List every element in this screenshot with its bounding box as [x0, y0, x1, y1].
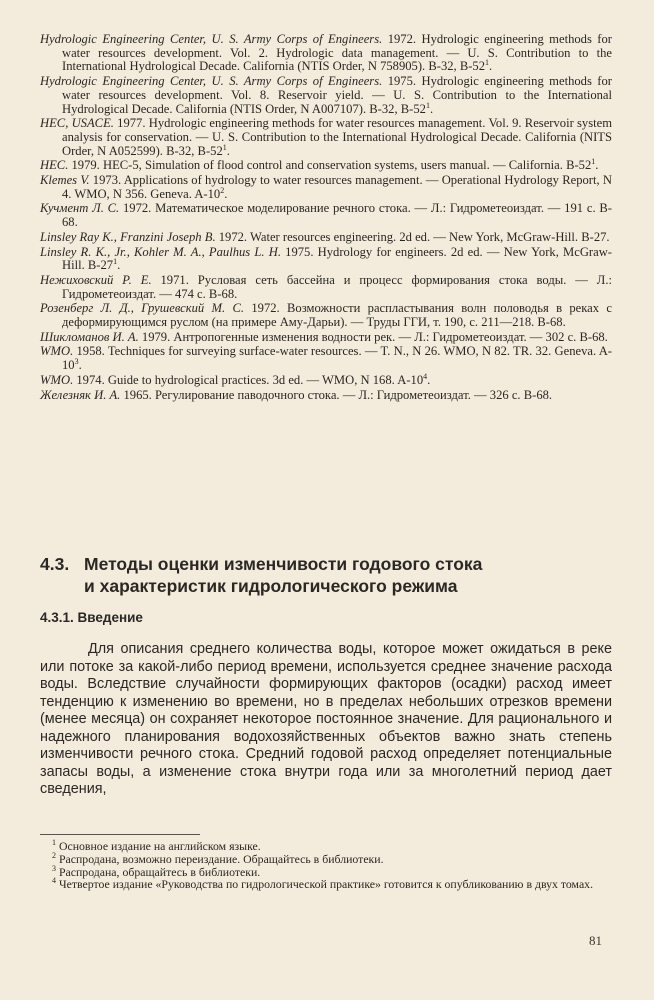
- reference-entry: [40, 33, 612, 74]
- footnote-text: Основное издание на английском языке.: [56, 839, 261, 853]
- reference-text: 1973. Applications of hydrology to water resources management. — Operational Hydrology Report, N 4. WMO, N 356. Geneva. A-10: [62, 173, 612, 201]
- reference-end: .: [117, 258, 121, 273]
- section-heading-line-1: [40, 553, 612, 575]
- reference-author: Linsley Ray K., Franzini Joseph B.: [40, 229, 216, 244]
- reference-entry: [40, 331, 612, 345]
- reference-text: 1958. Techniques for surveying surface-water resources. — T. N., N 26. WMO, N 82. TR. 32. Geneva. A-10: [62, 344, 612, 373]
- reference-entry: [40, 274, 612, 301]
- footnote-marker: 4: [423, 371, 428, 381]
- section-number: 4.3.: [40, 554, 70, 574]
- reference-author: Klemes V.: [40, 173, 90, 188]
- reference-end: .: [78, 358, 82, 373]
- reference-end: .: [226, 143, 230, 158]
- reference-end: .: [429, 101, 434, 116]
- reference-author: Нежиховский Р. Е.: [40, 272, 152, 287]
- footnote-mark: 2: [52, 850, 56, 860]
- reference-end: .: [224, 186, 228, 201]
- subsection-heading: 4.3.1. Введение: [40, 610, 143, 625]
- footnote-marker: 2: [220, 185, 225, 195]
- reference-author: Железняк И. А.: [40, 387, 121, 402]
- body-paragraph: Для описания среднего количества воды, которое может ожидаться в реке или потоке за какой-либо период времени, используется среднее значение расхода воды. Вследствие случайности формирующих факторов (осадки) расход имеет тенденцию к изменению во времени, но в пределах небольших отрезков времени (менее месяца) он сохраняет некоторое постоянное значение. Для рационального и надежного планирования водохозяйственных объектов важно знать степень изменчивости речного стока. Средний годовой расход определяет потенциальные запасы воды, а изменение стока внутри года или за многолетний период дает сведения,: [40, 641, 612, 797]
- reference-entry: [40, 159, 612, 173]
- reference-text: 1977. Hydrologic engineering methods for water resources management. Vol. 9. Reservoir system analysis for conservation. — U. S. Contribution to the International Hydrological Decade. California (NITS Order, N A052599). B-32, B-52: [62, 116, 613, 158]
- reference-author: HEC.: [40, 158, 69, 173]
- reference-entry: [40, 246, 612, 273]
- reference-text: 1975. Hydrologic engineering methods for water resources development. Vol. 8. Reservoir yield. — U. S. Contribution to the International Hydrological Decade. California (NTIS Order, N A007107). B-32, B-52: [62, 74, 612, 116]
- reference-list: [40, 33, 612, 403]
- reference-end: .: [427, 372, 431, 387]
- reference-author: Шикломанов И. А.: [40, 329, 139, 344]
- reference-text: 1974. Guide to hydrological practices. 3d ed. — WMO, N 168. A-10: [73, 372, 424, 387]
- section-title-line-2: и характеристик гидрологического режима: [84, 576, 458, 596]
- reference-entry: [40, 75, 612, 116]
- reference-end: .: [489, 59, 493, 74]
- reference-text: 1972. Возможности распластывания волн половодья в реках с деформирующимся руслом (на примере Аму-Дарьи). — Труды ГГИ, т. 190, с. 211—218. B-68.: [62, 301, 612, 330]
- reference-entry: [40, 231, 612, 245]
- reference-text: 1965. Регулирование паводочного стока. — Л.: Гидрометеоиздат. — 326 с. B-68.: [120, 387, 553, 402]
- reference-entry: [40, 371, 612, 388]
- reference-text: 1972. Математическое моделирование речного стока. — Л.: Гидрометеоиздат. — 191 с. B-68.: [62, 201, 612, 230]
- footnote: [40, 878, 612, 891]
- footnote-mark: 4: [52, 876, 56, 886]
- section-heading: [40, 553, 612, 597]
- reference-entry: [40, 345, 612, 372]
- reference-author: Розенберг Л. Д., Грушевский М. С.: [40, 301, 245, 316]
- reference-end: .: [595, 158, 599, 173]
- footnote-text: Распродана, возможно переиздание. Обращайтесь в библиотеки.: [56, 851, 384, 866]
- reference-author: WMO.: [40, 372, 74, 387]
- reference-entry: [40, 117, 612, 158]
- reference-author: Hydrologic Engineering Center, U. S. Army Corps of Engineers.: [40, 74, 383, 89]
- footnote-marker: 3: [74, 356, 79, 366]
- reference-text: 1979. Антропогенные изменения водности рек. — Л.: Гидрометеоиздат. — 302 с. B-68.: [138, 329, 608, 344]
- reference-text: 1979. HEC-5, Simulation of flood control and conservation systems, users manual. — California. B-52: [68, 158, 592, 173]
- reference-entry: [40, 302, 612, 329]
- footnote-marker: 1: [485, 58, 490, 68]
- reference-entry: [40, 202, 612, 229]
- footnote-mark: 1: [52, 838, 56, 848]
- footnote-text: Распродана, обращайтесь в библиотеки.: [56, 864, 261, 879]
- footnote-text: Четвертое издание «Руководства по гидрологической практике» готовится к опубликованию в двух томах.: [56, 877, 594, 892]
- footnote-marker: 1: [591, 157, 596, 167]
- footnote-list: [40, 840, 612, 891]
- reference-author: Hydrologic Engineering Center, U. S. Army Corps of Engineers.: [40, 32, 383, 46]
- reference-text: 1971. Русловая сеть бассейна и процесс формирования стока воды. — Л.: Гидрометеоиздат. — 474 с. B-68.: [62, 272, 612, 301]
- reference-text: 1972. Hydrologic engineering methods for water resources development. Vol. 2. Hydrologic data management. — U. S. Contribution to the International Hydrological Decade. California (NTIS Order, N 758905). B-32, B-52: [62, 32, 612, 74]
- reference-entry: [40, 389, 612, 403]
- reference-text: 1972. Water resources engineering. 2d ed. — New York, McGraw-Hill. B-27.: [215, 229, 610, 244]
- reference-author: Linsley R. K., Jr., Kohler M. A., Paulhus L. H.: [40, 244, 281, 259]
- reference-entry: [40, 174, 612, 201]
- reference-author: WMO.: [40, 344, 74, 359]
- reference-author: HEC, USACE.: [40, 116, 114, 131]
- footnote-marker: 1: [113, 257, 118, 267]
- footnote-mark: 3: [52, 863, 56, 873]
- reference-text: 1975. Hydrology for engineers. 2d ed. — New York, McGraw-Hill. B-27: [62, 244, 612, 273]
- footnote-marker: 1: [222, 142, 227, 152]
- footnote-marker: 1: [425, 100, 430, 110]
- footnote-divider: [40, 834, 200, 835]
- section-title-line-1: Методы оценки изменчивости годового стока: [84, 554, 483, 574]
- reference-author: Кучмент Л. С.: [40, 201, 120, 216]
- page-number: 81: [589, 933, 602, 948]
